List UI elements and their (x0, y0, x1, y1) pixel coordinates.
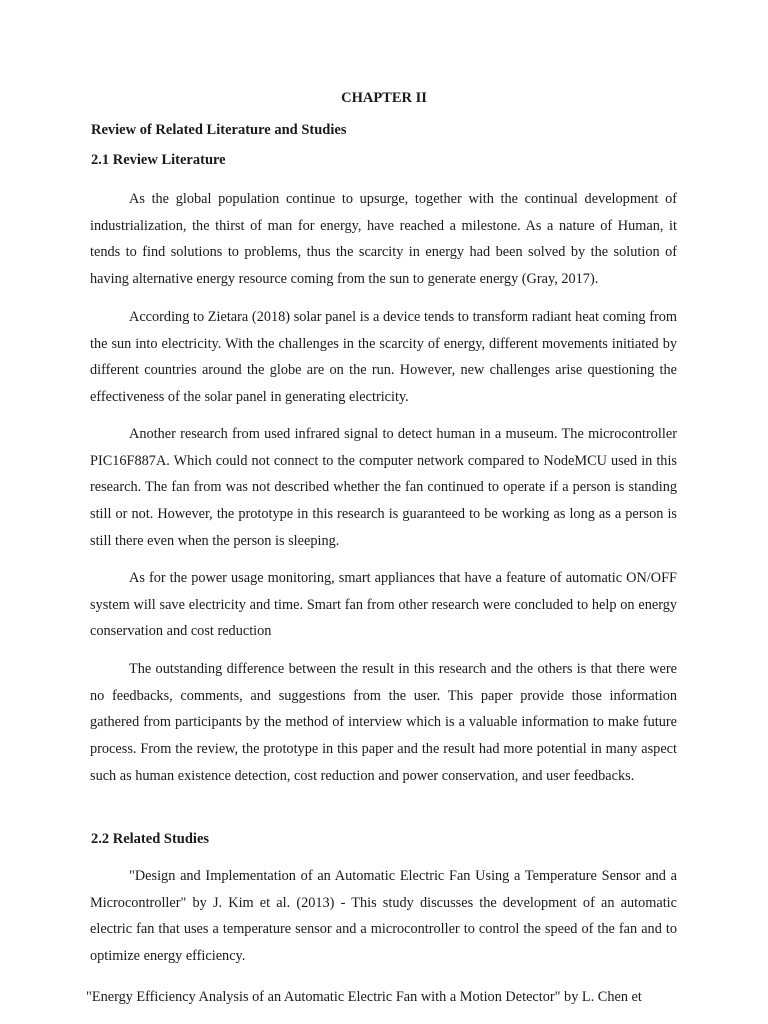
paragraph-population: As the global population continue to upsurge, together with the continual development of industrialization, the thirst of man for energy, have reached a milestone. As a nature of Human, it tends to find solutions to problems, thus the scarcity in energy had been solved by the solution of having alternative energy resource coming from the sun to generate energy (Gray, 2017). (90, 191, 677, 288)
paragraph-kim-study: "Design and Implementation of an Automatic Electric Fan Using a Temperature Sensor and a Microcontroller" by J. Kim et al. (2013) - This study discusses the development of an automatic electric fan that uses a temperature sensor and a microcontroller to control the speed of the fan and to optimize energy efficiency. (90, 868, 677, 965)
paragraph-chen-study: "Energy Efficiency Analysis of an Automatic Electric Fan with a Motion Detector" by L. Chen et (86, 989, 642, 1005)
paragraph-zietara: According to Zietara (2018) solar panel is a device tends to transform radiant heat coming from the sun into electricity. With the challenges in the scarcity of energy, different movements initiated by different countries around the globe are on the run. However, new challenges arise questioning the effectiveness of the solar panel in generating electricity. (90, 309, 677, 406)
paragraph-infrared: Another research from used infrared signal to detect human in a museum. The microcontroller PIC16F887A. Which could not connect to the computer network compared to NodeMCU used in this research. The fan from was not described whether the fan continued to operate if a person is standing still or not. However, the prototype in this research is guaranteed to be working as long as a person is still there even when the person is sleeping. (90, 426, 677, 549)
paragraph-power-usage: As for the power usage monitoring, smart appliances that have a feature of automatic ON/OFF system will save electricity and time. Smart fan from other research were concluded to help on energy conservation and cost reduction (90, 570, 677, 640)
subsection-title-review-literature: 2.1 Review Literature (91, 152, 226, 168)
section-title: Review of Related Literature and Studies (91, 122, 347, 138)
subsection-title-related-studies: 2.2 Related Studies (91, 831, 210, 847)
paragraph-outstanding-difference: The outstanding difference between the result in this research and the others is that there were no feedbacks, comments, and suggestions from the user. This paper provide those information gathered from participants by the method of interview which is a valuable information to make future process. From the review, the prototype in this paper and the result had more potential in many aspect such as human existence detection, cost reduction and power conservation, and user feedbacks. (90, 661, 677, 784)
chapter-title: CHAPTER II (341, 90, 427, 106)
